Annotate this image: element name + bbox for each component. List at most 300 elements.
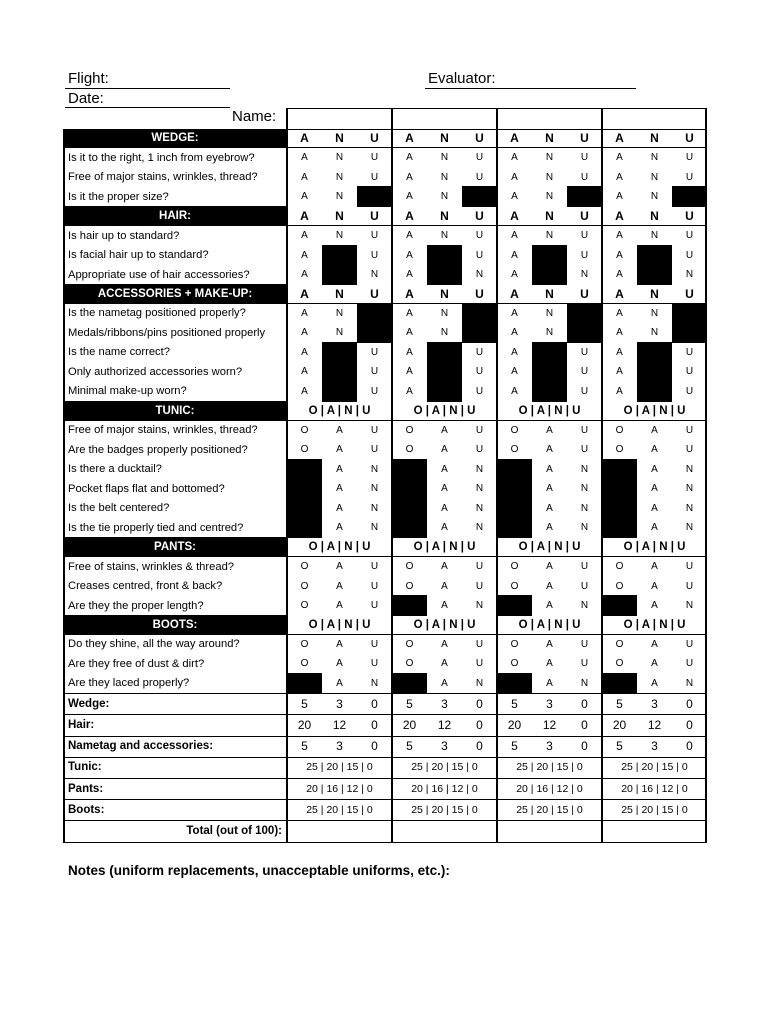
- rating-option[interactable]: U: [685, 171, 694, 183]
- rating-option[interactable]: A: [301, 152, 308, 164]
- rating-option[interactable]: A: [301, 307, 308, 319]
- rating-option[interactable]: U: [370, 366, 379, 378]
- rating-option[interactable]: A: [616, 230, 623, 242]
- rating-option[interactable]: A: [616, 152, 623, 164]
- rating-option[interactable]: N: [475, 463, 484, 475]
- rating-option[interactable]: A: [441, 483, 448, 495]
- section-header: ACCESSORIES + MAKE-UP:: [64, 284, 286, 303]
- rating-option[interactable]: A: [301, 171, 308, 183]
- rating-option[interactable]: U: [580, 171, 589, 183]
- score-option[interactable]: 5: [301, 739, 308, 754]
- rating-option[interactable]: N: [685, 483, 694, 495]
- rating-option[interactable]: U: [475, 152, 484, 164]
- rating-option[interactable]: A: [336, 424, 343, 436]
- rating-option[interactable]: N: [475, 677, 484, 689]
- rating-option[interactable]: O: [510, 424, 519, 436]
- rating-option[interactable]: N: [545, 327, 554, 339]
- rating-option[interactable]: U: [685, 444, 694, 456]
- rating-option[interactable]: A: [651, 463, 658, 475]
- rating-option[interactable]: A: [511, 366, 518, 378]
- rating-option[interactable]: A: [336, 483, 343, 495]
- rating-option[interactable]: A: [546, 424, 553, 436]
- rating-option[interactable]: A: [651, 658, 658, 670]
- blocked-cell: [287, 459, 322, 479]
- blocked-cell: [462, 303, 497, 323]
- rating-option[interactable]: N: [335, 171, 344, 183]
- rating-option[interactable]: A: [651, 561, 658, 573]
- rating-option[interactable]: O: [615, 444, 624, 456]
- rating-option[interactable]: N: [335, 191, 344, 203]
- name-entry-4[interactable]: [602, 108, 707, 129]
- score-option[interactable]: 0: [476, 739, 483, 754]
- rating-option[interactable]: O: [510, 561, 519, 573]
- score-option[interactable]: 5: [511, 739, 518, 754]
- rating-option[interactable]: N: [370, 269, 379, 281]
- rating-option[interactable]: U: [685, 366, 694, 378]
- rating-option[interactable]: U: [370, 249, 379, 261]
- rating-option[interactable]: N: [440, 152, 449, 164]
- rating-option[interactable]: A: [651, 638, 658, 650]
- rating-option[interactable]: U: [475, 638, 484, 650]
- score-option[interactable]: 12: [437, 717, 452, 732]
- rating-option[interactable]: U: [580, 658, 589, 670]
- rating-option[interactable]: O: [300, 580, 309, 592]
- name-entry-2[interactable]: [392, 108, 497, 129]
- rating-option[interactable]: N: [475, 483, 484, 495]
- score-option[interactable]: 20: [612, 717, 627, 732]
- name-entry-1[interactable]: [287, 108, 392, 129]
- rating-option[interactable]: U: [475, 346, 484, 358]
- rating-option[interactable]: A: [511, 171, 518, 183]
- score-option[interactable]: 20: [402, 717, 417, 732]
- blocked-cell: [357, 303, 392, 323]
- rating-option[interactable]: N: [580, 522, 589, 534]
- rating-option[interactable]: A: [301, 327, 308, 339]
- rating-option[interactable]: A: [336, 600, 343, 611]
- rating-option[interactable]: N: [650, 171, 659, 183]
- rating-option[interactable]: O: [300, 600, 309, 611]
- rating-option[interactable]: N: [335, 307, 344, 319]
- rating-option[interactable]: U: [370, 424, 379, 436]
- rating-option[interactable]: N: [335, 230, 344, 242]
- rating-option[interactable]: U: [475, 580, 484, 592]
- rating-option[interactable]: U: [475, 658, 484, 670]
- rating-option[interactable]: U: [580, 249, 589, 261]
- score-option[interactable]: 25 | 20 | 15 | 0: [621, 761, 688, 774]
- rating-option[interactable]: A: [616, 346, 623, 358]
- rating-option[interactable]: U: [475, 249, 484, 261]
- rating-option[interactable]: O: [405, 658, 414, 670]
- rating-option[interactable]: A: [511, 249, 518, 261]
- rating-option[interactable]: A: [546, 463, 553, 475]
- rating-option[interactable]: A: [406, 269, 413, 281]
- score-option[interactable]: 0: [686, 696, 693, 711]
- rating-option[interactable]: A: [406, 249, 413, 261]
- rating-option[interactable]: A: [546, 677, 553, 689]
- rating-option[interactable]: N: [685, 600, 694, 611]
- score-label: Boots:: [68, 803, 105, 816]
- score-option[interactable]: 20 | 16 | 12 | 0: [621, 782, 688, 795]
- rating-option[interactable]: U: [370, 658, 379, 670]
- rating-option[interactable]: U: [685, 424, 694, 436]
- rating-option[interactable]: A: [301, 346, 308, 358]
- rating-option[interactable]: O: [510, 658, 519, 670]
- rating-option[interactable]: A: [511, 346, 518, 358]
- score-option[interactable]: 5: [616, 696, 623, 711]
- rating-option[interactable]: A: [336, 561, 343, 573]
- score-option[interactable]: 25 | 20 | 15 | 0: [621, 803, 688, 816]
- score-option[interactable]: 0: [686, 717, 693, 732]
- rating-option[interactable]: A: [651, 444, 658, 456]
- rating-option[interactable]: N: [440, 307, 449, 319]
- total-entry-4[interactable]: [602, 820, 707, 841]
- rating-option[interactable]: U: [370, 230, 379, 242]
- name-entry-3[interactable]: [497, 108, 602, 129]
- score-option[interactable]: 12: [647, 717, 662, 732]
- rating-option[interactable]: N: [545, 230, 554, 242]
- rating-option[interactable]: N: [580, 502, 589, 514]
- rating-option[interactable]: A: [546, 658, 553, 670]
- score-option[interactable]: 5: [406, 739, 413, 754]
- rating-header: A: [300, 131, 309, 146]
- rating-option[interactable]: U: [580, 230, 589, 242]
- rating-option[interactable]: A: [511, 385, 518, 397]
- rating-option[interactable]: A: [441, 658, 448, 670]
- rating-option[interactable]: U: [370, 600, 379, 611]
- rating-option[interactable]: A: [441, 502, 448, 514]
- rating-option[interactable]: U: [580, 561, 589, 573]
- rating-option[interactable]: N: [685, 522, 694, 534]
- rating-option[interactable]: A: [441, 444, 448, 456]
- rating-option[interactable]: A: [616, 171, 623, 183]
- rating-option[interactable]: N: [440, 191, 449, 203]
- rating-option[interactable]: U: [475, 424, 484, 436]
- score-option[interactable]: 0: [581, 696, 588, 711]
- score-option[interactable]: 0: [371, 696, 378, 711]
- score-option[interactable]: 3: [546, 696, 553, 711]
- score-option[interactable]: 20: [507, 717, 522, 732]
- rating-option[interactable]: A: [301, 249, 308, 261]
- score-option[interactable]: 5: [406, 696, 413, 711]
- rating-option[interactable]: A: [336, 677, 343, 689]
- question-label: Are the badges properly positioned?: [68, 443, 248, 456]
- rating-option[interactable]: U: [475, 230, 484, 242]
- rating-option[interactable]: N: [580, 463, 589, 475]
- total-entry-2[interactable]: [392, 820, 497, 841]
- rating-option[interactable]: N: [440, 230, 449, 242]
- rating-option[interactable]: A: [441, 600, 448, 611]
- rating-option[interactable]: U: [685, 385, 694, 397]
- rating-option[interactable]: A: [406, 307, 413, 319]
- rating-option[interactable]: N: [475, 600, 484, 611]
- rating-option[interactable]: A: [651, 502, 658, 514]
- rating-option[interactable]: U: [580, 385, 589, 397]
- rating-option[interactable]: A: [406, 327, 413, 339]
- score-option[interactable]: 0: [371, 739, 378, 754]
- rating-option[interactable]: O: [405, 561, 414, 573]
- rating-option[interactable]: N: [685, 677, 694, 689]
- rating-option[interactable]: A: [336, 522, 343, 534]
- rating-option[interactable]: N: [650, 230, 659, 242]
- rating-option[interactable]: U: [370, 580, 379, 592]
- rating-option[interactable]: U: [685, 638, 694, 650]
- rating-option[interactable]: U: [370, 385, 379, 397]
- rating-option[interactable]: U: [580, 444, 589, 456]
- rating-option[interactable]: N: [580, 677, 589, 689]
- section-header: PANTS:: [64, 537, 286, 556]
- rating-option[interactable]: O: [405, 424, 414, 436]
- rating-option[interactable]: A: [511, 327, 518, 339]
- rating-option[interactable]: A: [616, 366, 623, 378]
- score-option[interactable]: 3: [336, 696, 343, 711]
- rating-option[interactable]: A: [546, 444, 553, 456]
- score-option[interactable]: 12: [332, 717, 347, 732]
- rating-option[interactable]: N: [370, 483, 379, 495]
- rating-option[interactable]: A: [406, 191, 413, 203]
- rating-option[interactable]: A: [441, 463, 448, 475]
- rating-option[interactable]: N: [475, 502, 484, 514]
- rating-option[interactable]: A: [406, 171, 413, 183]
- rating-option[interactable]: A: [546, 522, 553, 534]
- rating-option[interactable]: A: [651, 600, 658, 611]
- rating-option[interactable]: U: [475, 561, 484, 573]
- rating-option[interactable]: U: [370, 638, 379, 650]
- rating-option[interactable]: O: [300, 638, 309, 650]
- rating-option[interactable]: A: [441, 638, 448, 650]
- rating-option[interactable]: A: [406, 346, 413, 358]
- rating-option[interactable]: U: [580, 152, 589, 164]
- rating-option[interactable]: O: [510, 444, 519, 456]
- rating-option[interactable]: O: [615, 561, 624, 573]
- rating-option[interactable]: N: [685, 269, 694, 281]
- rating-header: A: [510, 286, 519, 301]
- rating-header: O | A | N | U: [518, 618, 581, 631]
- score-option[interactable]: 12: [542, 717, 557, 732]
- rating-option[interactable]: A: [336, 463, 343, 475]
- score-option[interactable]: 0: [581, 739, 588, 754]
- rating-option[interactable]: N: [370, 522, 379, 534]
- question-label: Is the belt centered?: [68, 502, 170, 515]
- rating-option[interactable]: A: [441, 424, 448, 436]
- score-option[interactable]: 3: [546, 739, 553, 754]
- rating-option[interactable]: N: [545, 171, 554, 183]
- rating-option[interactable]: U: [685, 580, 694, 592]
- score-option[interactable]: 20 | 16 | 12 | 0: [411, 782, 478, 795]
- blocked-cell: [427, 381, 462, 401]
- rating-option[interactable]: A: [301, 191, 308, 203]
- rating-option[interactable]: U: [580, 424, 589, 436]
- rating-option[interactable]: O: [510, 580, 519, 592]
- rating-option[interactable]: N: [370, 463, 379, 475]
- score-option[interactable]: 3: [441, 696, 448, 711]
- rating-option[interactable]: A: [336, 638, 343, 650]
- rating-option[interactable]: A: [511, 230, 518, 242]
- rating-option[interactable]: N: [440, 327, 449, 339]
- rating-option[interactable]: A: [441, 522, 448, 534]
- table-top-line: [64, 129, 706, 130]
- blocked-cell: [637, 245, 672, 265]
- rating-option[interactable]: A: [651, 424, 658, 436]
- rating-option[interactable]: A: [546, 580, 553, 592]
- rating-option[interactable]: U: [685, 230, 694, 242]
- rating-option[interactable]: O: [615, 658, 624, 670]
- rating-option[interactable]: N: [545, 152, 554, 164]
- rating-option[interactable]: A: [651, 580, 658, 592]
- blocked-cell: [462, 186, 497, 206]
- score-option[interactable]: 25 | 20 | 15 | 0: [411, 803, 478, 816]
- rating-option[interactable]: A: [616, 307, 623, 319]
- score-option[interactable]: 3: [651, 739, 658, 754]
- rating-option[interactable]: O: [510, 638, 519, 650]
- rating-option[interactable]: U: [370, 346, 379, 358]
- score-option[interactable]: 20: [297, 717, 312, 732]
- blocked-cell: [602, 478, 637, 498]
- rating-option[interactable]: N: [475, 522, 484, 534]
- rating-option[interactable]: N: [650, 152, 659, 164]
- rating-option[interactable]: U: [475, 366, 484, 378]
- score-option[interactable]: 25 | 20 | 15 | 0: [306, 761, 373, 774]
- rating-option[interactable]: N: [580, 483, 589, 495]
- rating-option[interactable]: A: [616, 327, 623, 339]
- rating-option[interactable]: A: [546, 561, 553, 573]
- score-option[interactable]: 0: [686, 739, 693, 754]
- rating-option[interactable]: A: [511, 152, 518, 164]
- rating-option[interactable]: A: [616, 269, 623, 281]
- rating-option[interactable]: N: [545, 307, 554, 319]
- rating-option[interactable]: A: [546, 502, 553, 514]
- rating-option[interactable]: U: [370, 171, 379, 183]
- score-option[interactable]: 3: [651, 696, 658, 711]
- score-row-line: [64, 799, 706, 800]
- rating-option[interactable]: O: [615, 638, 624, 650]
- rating-option[interactable]: O: [615, 580, 624, 592]
- rating-option[interactable]: A: [301, 269, 308, 281]
- rating-option[interactable]: N: [650, 307, 659, 319]
- rating-option[interactable]: N: [475, 269, 484, 281]
- rating-option[interactable]: U: [475, 171, 484, 183]
- total-entry-3[interactable]: [497, 820, 602, 841]
- rating-option[interactable]: A: [511, 191, 518, 203]
- rating-option[interactable]: U: [580, 638, 589, 650]
- score-option[interactable]: 20 | 16 | 12 | 0: [516, 782, 583, 795]
- rating-option[interactable]: U: [685, 152, 694, 164]
- rating-option[interactable]: A: [546, 638, 553, 650]
- score-option[interactable]: 25 | 20 | 15 | 0: [306, 803, 373, 816]
- rating-option[interactable]: N: [580, 600, 589, 611]
- rating-option[interactable]: A: [406, 152, 413, 164]
- rating-option[interactable]: A: [546, 483, 553, 495]
- rating-option[interactable]: U: [370, 152, 379, 164]
- rating-option[interactable]: A: [301, 385, 308, 397]
- rating-option[interactable]: U: [580, 346, 589, 358]
- rating-option[interactable]: A: [511, 307, 518, 319]
- rating-option[interactable]: N: [370, 677, 379, 689]
- score-option[interactable]: 5: [511, 696, 518, 711]
- rating-option[interactable]: A: [651, 677, 658, 689]
- rating-option[interactable]: U: [580, 580, 589, 592]
- score-option[interactable]: 0: [581, 717, 588, 732]
- blocked-cell: [602, 459, 637, 479]
- rating-option[interactable]: U: [580, 366, 589, 378]
- score-option[interactable]: 3: [336, 739, 343, 754]
- rating-option[interactable]: A: [406, 230, 413, 242]
- score-option[interactable]: 25 | 20 | 15 | 0: [516, 803, 583, 816]
- rating-option[interactable]: A: [441, 561, 448, 573]
- rating-header: U: [580, 209, 589, 224]
- rating-option[interactable]: O: [300, 561, 309, 573]
- rating-option[interactable]: N: [335, 152, 344, 164]
- rating-option[interactable]: O: [300, 424, 309, 436]
- rating-option[interactable]: A: [441, 580, 448, 592]
- rating-option[interactable]: N: [650, 327, 659, 339]
- question-label: Do they shine, all the way around?: [68, 638, 240, 651]
- rating-option[interactable]: N: [650, 191, 659, 203]
- rating-option[interactable]: A: [301, 366, 308, 378]
- rating-option[interactable]: A: [616, 249, 623, 261]
- score-option[interactable]: 5: [301, 696, 308, 711]
- score-option[interactable]: 0: [476, 717, 483, 732]
- rating-option[interactable]: U: [370, 444, 379, 456]
- rating-option[interactable]: N: [685, 502, 694, 514]
- rating-option[interactable]: O: [405, 444, 414, 456]
- rating-option[interactable]: O: [405, 580, 414, 592]
- question-label: Free of major stains, wrinkles, thread?: [68, 424, 258, 437]
- score-option[interactable]: 25 | 20 | 15 | 0: [516, 761, 583, 774]
- rating-option[interactable]: A: [511, 269, 518, 281]
- rating-option[interactable]: U: [370, 561, 379, 573]
- rating-option[interactable]: A: [336, 658, 343, 670]
- blocked-cell: [497, 517, 532, 537]
- rating-option[interactable]: O: [615, 424, 624, 436]
- score-option[interactable]: 5: [616, 739, 623, 754]
- rating-option[interactable]: U: [685, 346, 694, 358]
- rating-option[interactable]: A: [616, 191, 623, 203]
- score-option[interactable]: 0: [371, 717, 378, 732]
- rating-option[interactable]: O: [405, 638, 414, 650]
- rating-option[interactable]: U: [685, 658, 694, 670]
- rating-option[interactable]: A: [616, 385, 623, 397]
- rating-option[interactable]: A: [336, 502, 343, 514]
- rating-option[interactable]: N: [440, 171, 449, 183]
- rating-option[interactable]: A: [651, 483, 658, 495]
- rating-option[interactable]: A: [406, 366, 413, 378]
- rating-option[interactable]: A: [336, 444, 343, 456]
- rating-option[interactable]: O: [300, 658, 309, 670]
- rating-option[interactable]: N: [545, 191, 554, 203]
- rating-option[interactable]: U: [475, 444, 484, 456]
- score-option[interactable]: 3: [441, 739, 448, 754]
- rating-option[interactable]: U: [475, 385, 484, 397]
- rating-option[interactable]: A: [301, 230, 308, 242]
- rating-option[interactable]: N: [335, 327, 344, 339]
- score-option[interactable]: 25 | 20 | 15 | 0: [411, 761, 478, 774]
- rating-option[interactable]: N: [685, 463, 694, 475]
- score-option[interactable]: 0: [476, 696, 483, 711]
- rating-option[interactable]: A: [651, 522, 658, 534]
- rating-option[interactable]: N: [370, 502, 379, 514]
- total-entry-1[interactable]: [287, 820, 392, 841]
- rating-option[interactable]: A: [441, 677, 448, 689]
- rating-option[interactable]: N: [580, 269, 589, 281]
- score-row-line: [64, 714, 706, 715]
- rating-option[interactable]: A: [336, 580, 343, 592]
- rating-option[interactable]: O: [300, 444, 309, 456]
- rating-option[interactable]: A: [546, 600, 553, 611]
- rating-option[interactable]: U: [685, 561, 694, 573]
- rating-option[interactable]: A: [406, 385, 413, 397]
- score-option[interactable]: 20 | 16 | 12 | 0: [306, 782, 373, 795]
- rating-option[interactable]: U: [685, 249, 694, 261]
